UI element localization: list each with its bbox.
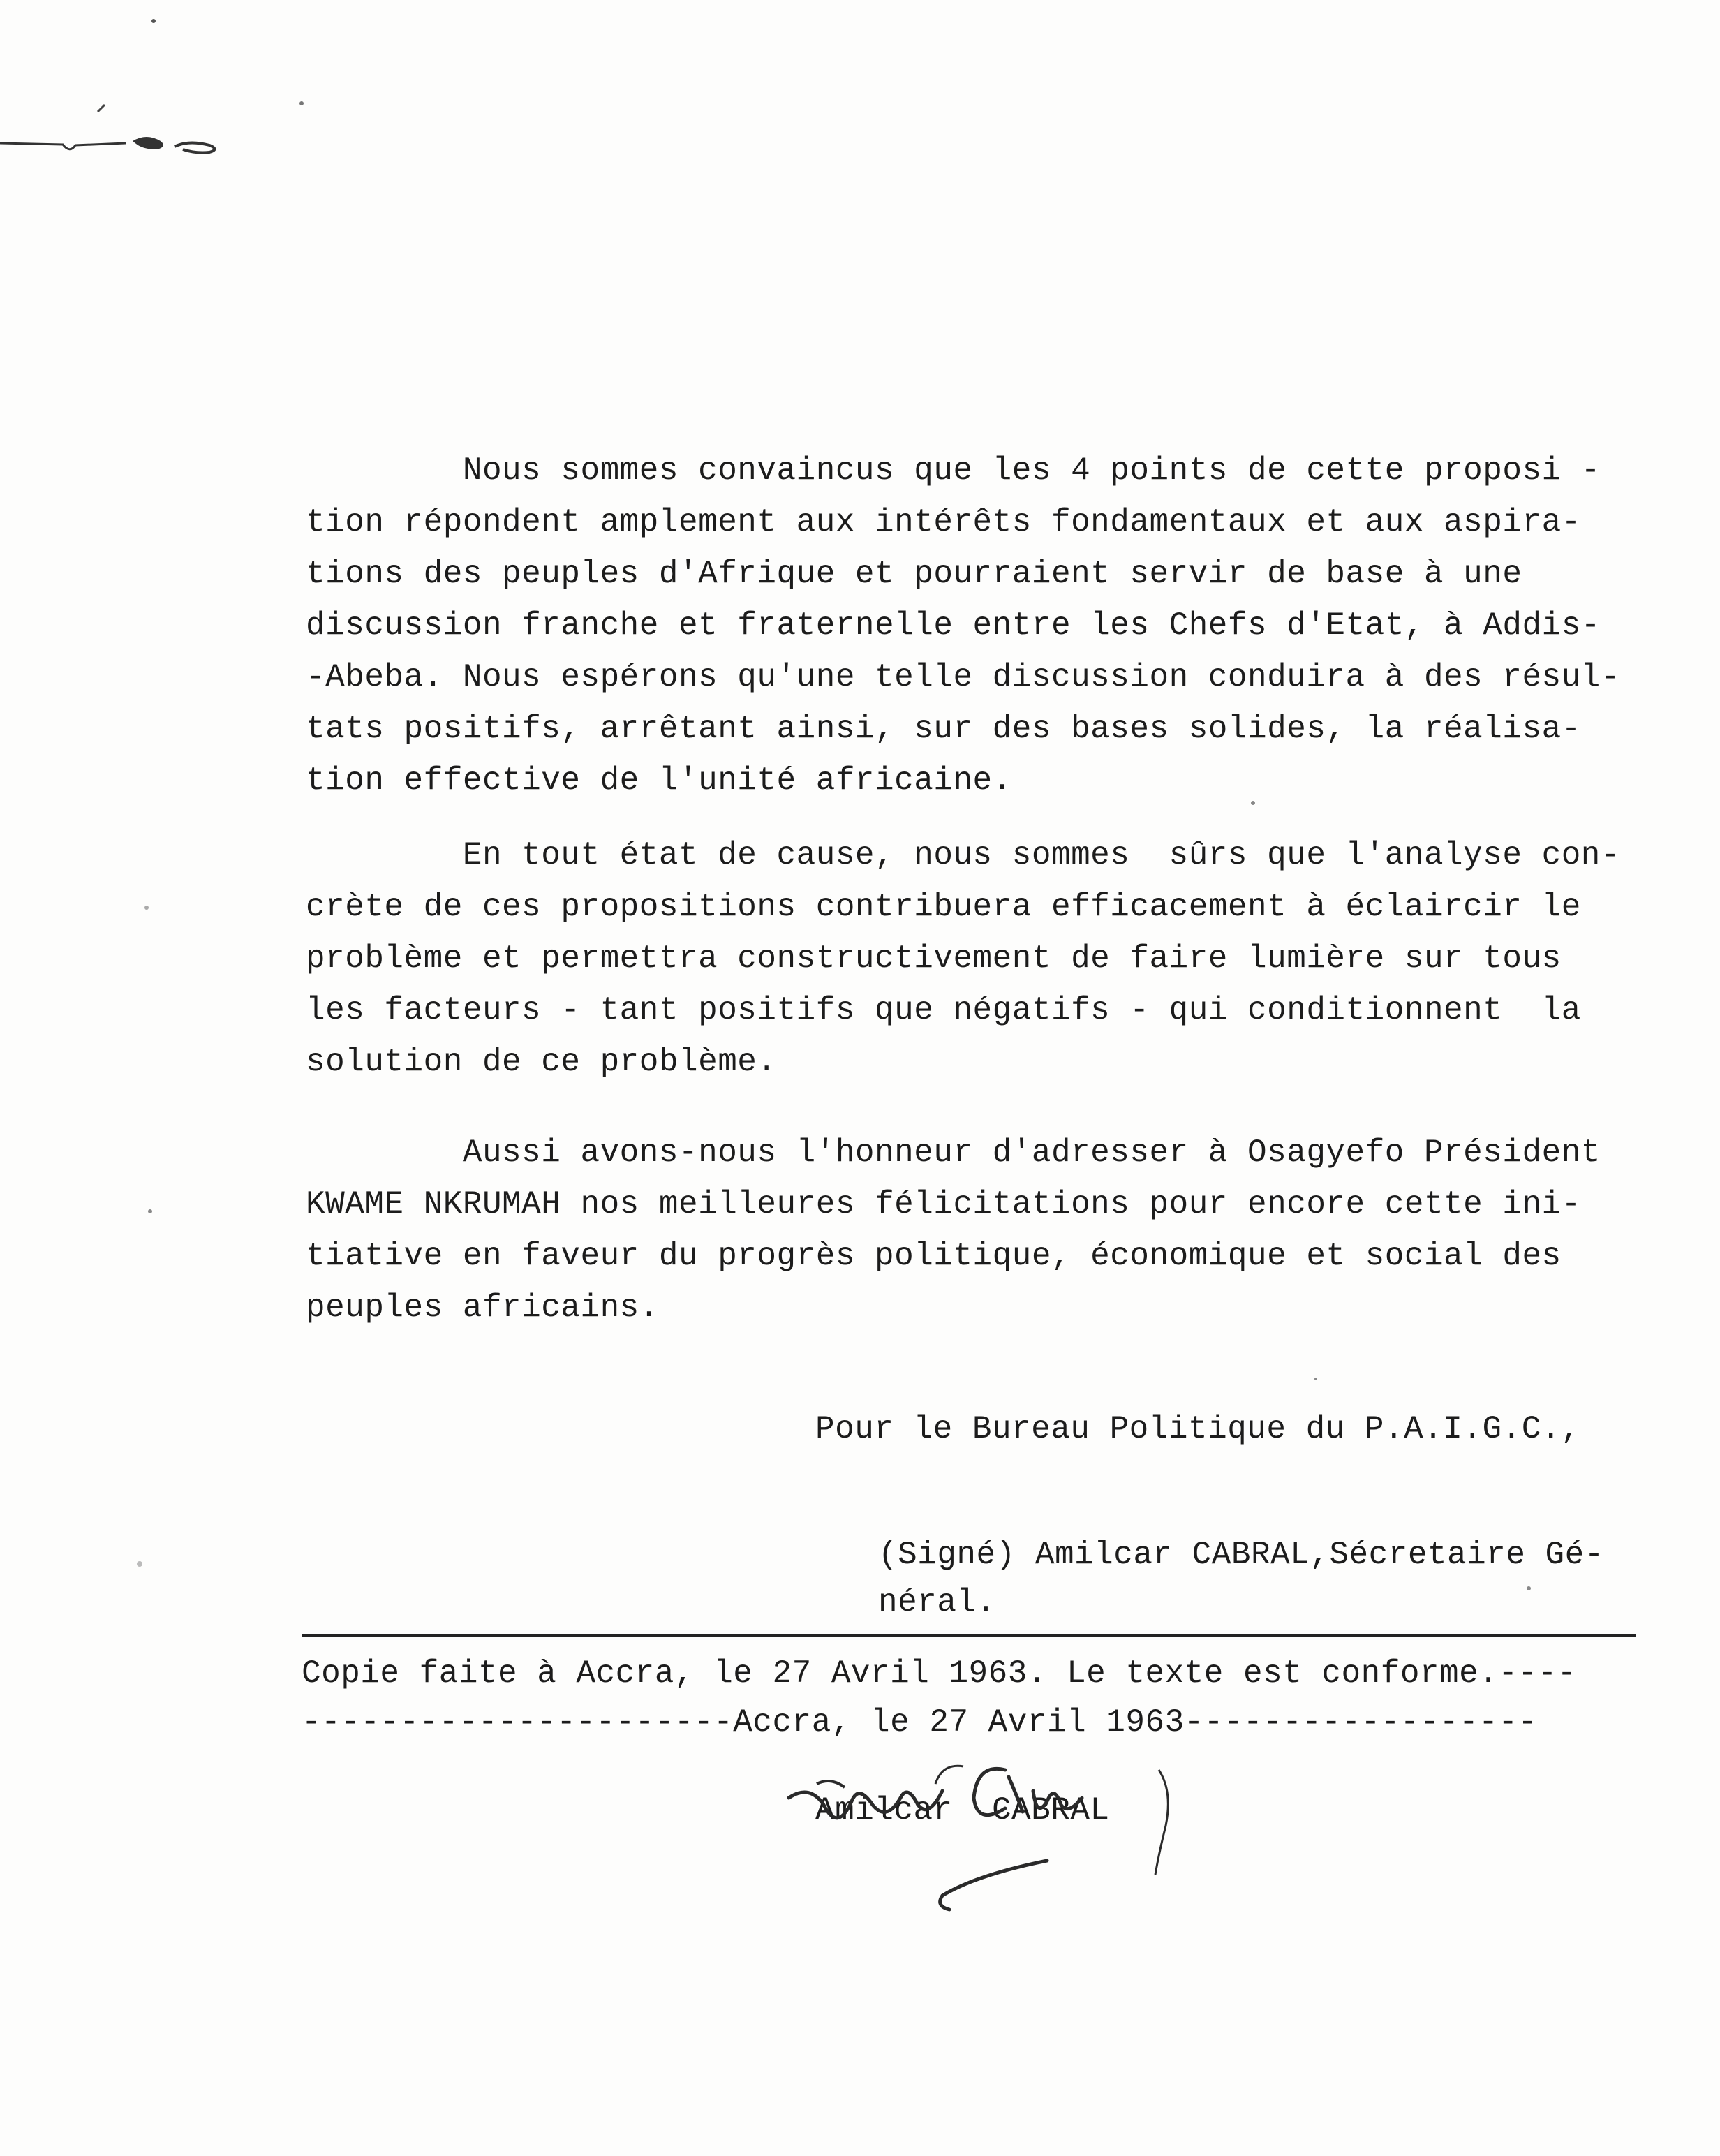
paragraph-1-line-3: tions des peuples d'Afrique et pourraient servir de base à une (306, 556, 1522, 592)
stray-pen-mark (0, 77, 237, 168)
paragraph-2-line-2: crète de ces propositions contribuera efficacement à éclaircir le (306, 889, 1581, 925)
paragraph-2-line-1: En tout état de cause, nous sommes sûrs que l'analyse con- (306, 837, 1621, 873)
paragraph-2-line-4: les facteurs - tant positifs que négatifs - qui conditionnent la (306, 992, 1581, 1028)
paragraph-3-line-4: peuples africains. (306, 1290, 659, 1326)
copy-note-line-2: ----------------------Accra, le 27 Avril 1963------------------ (302, 1704, 1538, 1741)
signed-line-1: (Signé) Amilcar CABRAL,Sécretaire Gé- (878, 1537, 1604, 1573)
paragraph-2-line-3: problème et permettra constructivement de faire lumière sur tous (306, 940, 1562, 977)
paragraph-1-line-5: -Abeba. Nous espérons qu'une telle discussion conduira à des résul- (306, 659, 1621, 695)
paragraph-3-line-2: KWAME NKRUMAH nos meilleures félicitations pour encore cette ini- (306, 1186, 1581, 1223)
typed-name: Amilcar CABRAL (815, 1792, 1110, 1829)
paragraph-1-line-4: discussion franche et fraternelle entre les Chefs d'Etat, à Addis- (306, 607, 1601, 644)
bureau-line: Pour le Bureau Politique du P.A.I.G.C., (815, 1411, 1581, 1447)
copy-note-line-1: Copie faite à Accra, le 27 Avril 1963. Le texte est conforme.---- (302, 1655, 1577, 1692)
paragraph-1-line-2: tion répondent amplement aux intérêts fondamentaux et aux aspira- (306, 504, 1581, 540)
signed-line-2: néral. (878, 1584, 996, 1620)
paragraph-1-line-7: tion effective de l'unité africaine. (306, 762, 1012, 799)
paragraph-3-line-1: Aussi avons-nous l'honneur d'adresser à Osagyefo Président (306, 1135, 1601, 1171)
paragraph-3-line-3: tiative en faveur du progrès politique, économique et social des (306, 1238, 1562, 1274)
paragraph-1-line-1: Nous sommes convaincus que les 4 points de cette proposi - (306, 452, 1601, 489)
handwritten-signature (768, 1735, 1187, 1917)
paragraph-1-line-6: tats positifs, arrêtant ainsi, sur des bases solides, la réalisa- (306, 711, 1581, 747)
paragraph-2-line-5: solution de ce problème. (306, 1044, 777, 1080)
separator-rule (302, 1634, 1636, 1637)
